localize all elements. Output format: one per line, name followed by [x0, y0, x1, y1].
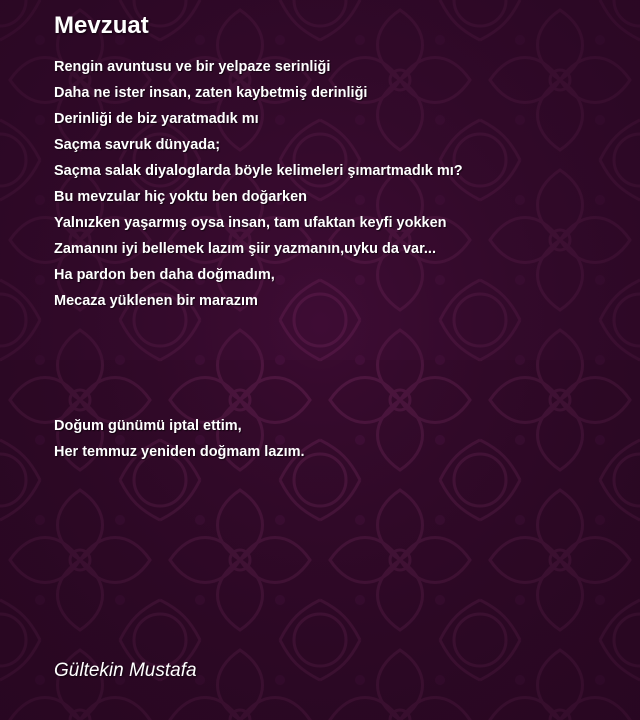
poem-line: Daha ne ister insan, zaten kaybetmiş derinliği	[54, 85, 368, 101]
poem-line: Mecaza yüklenen bir marazım	[54, 293, 258, 309]
poem-line: Zamanını iyi bellemek lazım şiir yazmanın,uyku da var...	[54, 241, 436, 257]
poem-line: Her temmuz yeniden doğmam lazım.	[54, 444, 305, 460]
poem-title: Mevzuat	[54, 12, 149, 39]
poem-line: Doğum günümü iptal ettim,	[54, 418, 242, 434]
poem-line: Derinliği de biz yaratmadık mı	[54, 111, 259, 127]
poem-author: Gültekin Mustafa	[54, 660, 197, 681]
poem-line: Rengin avuntusu ve bir yelpaze serinliği	[54, 59, 331, 75]
stanza-1	[54, 54, 463, 314]
poem-line: Ha pardon ben daha doğmadım,	[54, 267, 275, 283]
poem-line: Yalnızken yaşarmış oysa insan, tam ufaktan keyfi yokken	[54, 215, 447, 231]
poem-line: Saçma salak diyaloglarda böyle kelimeleri şımartmadık mı?	[54, 163, 463, 179]
poem-line: Bu mevzular hiç yoktu ben doğarken	[54, 189, 307, 205]
poem-line: Saçma savruk dünyada;	[54, 137, 221, 153]
stanza-2	[54, 413, 305, 465]
